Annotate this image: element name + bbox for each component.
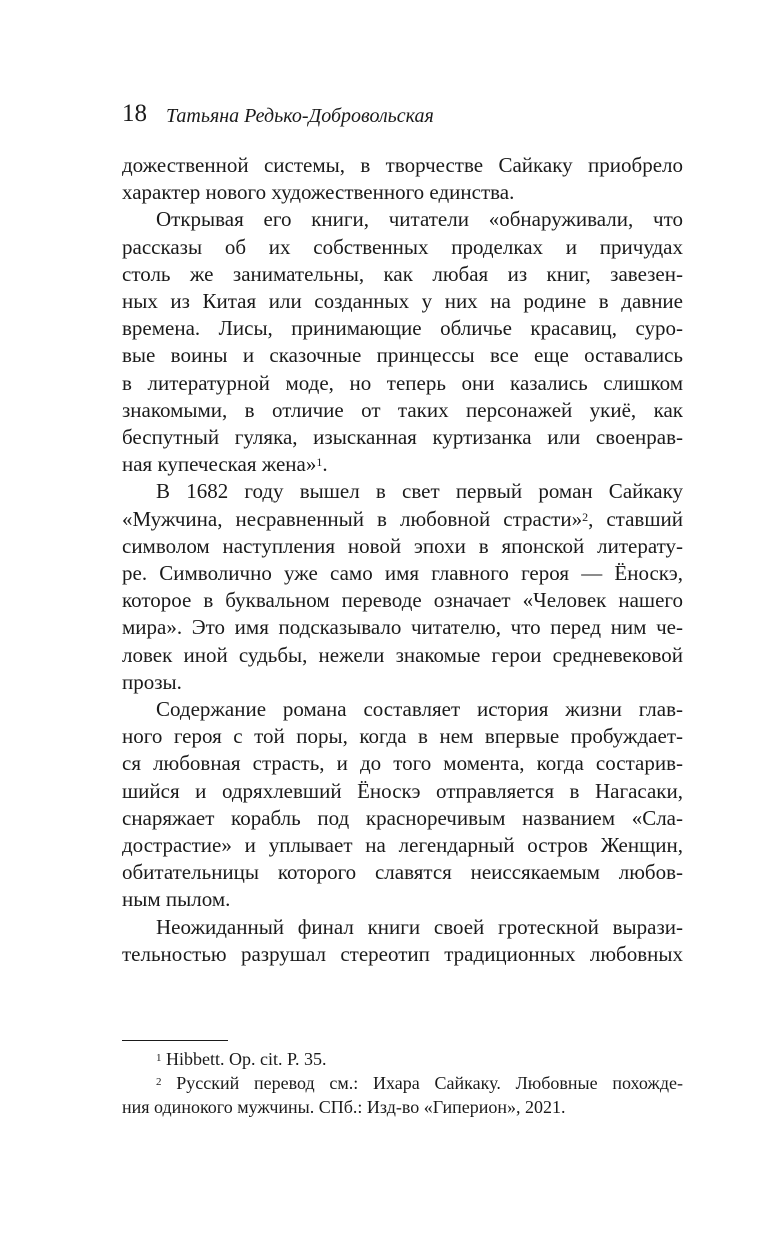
text-line: Открывая его книги, читатели «обнаруживали, что	[156, 207, 683, 232]
text-line: беспутный гуляка, изысканная куртизанка или своенрав-	[122, 425, 683, 450]
text-line: дожественной системы, в творчестве Сайкаку приобрело	[122, 153, 683, 177]
text-line: ных из Китая или созданных у них на родине в давние	[122, 289, 683, 314]
text-line: времена. Лисы, принимающие обличье красавиц, суро-	[122, 316, 683, 341]
text-line	[122, 451, 683, 478]
footnote-text: Русский перевод см.: Ихара Сайкаку. Любовные похожде-	[176, 1073, 684, 1093]
text-line	[122, 506, 683, 533]
text-line: обитательницы которого славятся неиссякаемым любов-	[122, 860, 683, 885]
text-line: знакомыми, в отличие от таких персонажей укиё, как	[122, 397, 683, 422]
footnote-divider	[122, 1040, 228, 1041]
text-line: ловек иной судьбы, нежели знакомые герои средневековой	[122, 642, 683, 667]
text-fragment: ная купеческая жена»	[122, 452, 317, 477]
text-line: снаряжает корабль под красноречивым названием «Сла-	[122, 805, 683, 830]
text-line: которое в буквальном переводе означает «Человек нашего	[122, 588, 683, 613]
footnote-ref-2[interactable]: 2	[582, 509, 589, 524]
text-line: ным пылом.	[122, 887, 231, 912]
text-line: ре. Символично уже само имя главного героя — Ёноскэ,	[122, 561, 683, 586]
text-line: мира». Это имя подсказывало читателю, что перед ним че-	[122, 615, 683, 640]
text-line: характер нового художественного единства.	[122, 180, 515, 205]
text-fragment: «Мужчина, несравненный в любовной страсти»	[122, 506, 583, 531]
footnote-mark: 1	[156, 1052, 162, 1064]
text-line: дострастие» и уплывает на легендарный остров Женщин,	[122, 833, 683, 858]
page-number: 18	[122, 100, 147, 127]
body-text	[122, 152, 683, 968]
footnote-1	[122, 1047, 683, 1071]
text-line: символом наступления новой эпохи в японской литерату-	[122, 533, 683, 558]
text-line: столь же занимательны, как любая из книг, завезен-	[122, 261, 683, 286]
text-line: шийся и одряхлевший Ёноскэ отправляется в Нагасаки,	[122, 778, 683, 803]
text-fragment: , ставший	[588, 506, 683, 531]
text-line: ного героя с той поры, когда в нем впервые пробуждает-	[122, 724, 683, 749]
footnote-ref-1[interactable]: 1	[316, 455, 323, 470]
footnotes	[122, 1047, 683, 1119]
text-line: в литературной моде, но теперь они казались слишком	[122, 370, 683, 395]
text-fragment: .	[322, 452, 328, 477]
footnote-2-continued: ния одинокого мужчины. СПб.: Изд-во «Гиперион», 2021.	[122, 1097, 566, 1117]
text-line: В 1682 году вышел в свет первый роман Сайкаку	[156, 479, 683, 504]
page-header	[122, 100, 682, 134]
text-line: Содержание романа составляет история жизни глав-	[156, 697, 683, 722]
text-line: прозы.	[122, 669, 182, 694]
text-line: Неожиданный финал книги своей гротескной вырази-	[156, 914, 683, 939]
footnote-2	[122, 1071, 683, 1095]
text-line: вые воины и сказочные принцессы все еще оставались	[122, 343, 683, 368]
running-head: Татьяна Редько-Добровольская	[166, 105, 434, 127]
text-line: рассказы об их собственных проделках и причудах	[122, 234, 683, 259]
text-line: тельностью разрушал стереотип традиционных любовных	[122, 941, 683, 966]
text-line: ся любовная страсть, и до того момента, когда состарив-	[122, 751, 683, 776]
footnote-mark: 2	[156, 1076, 162, 1088]
footnote-text: Hibbett. Op. cit. P. 35.	[166, 1049, 327, 1069]
